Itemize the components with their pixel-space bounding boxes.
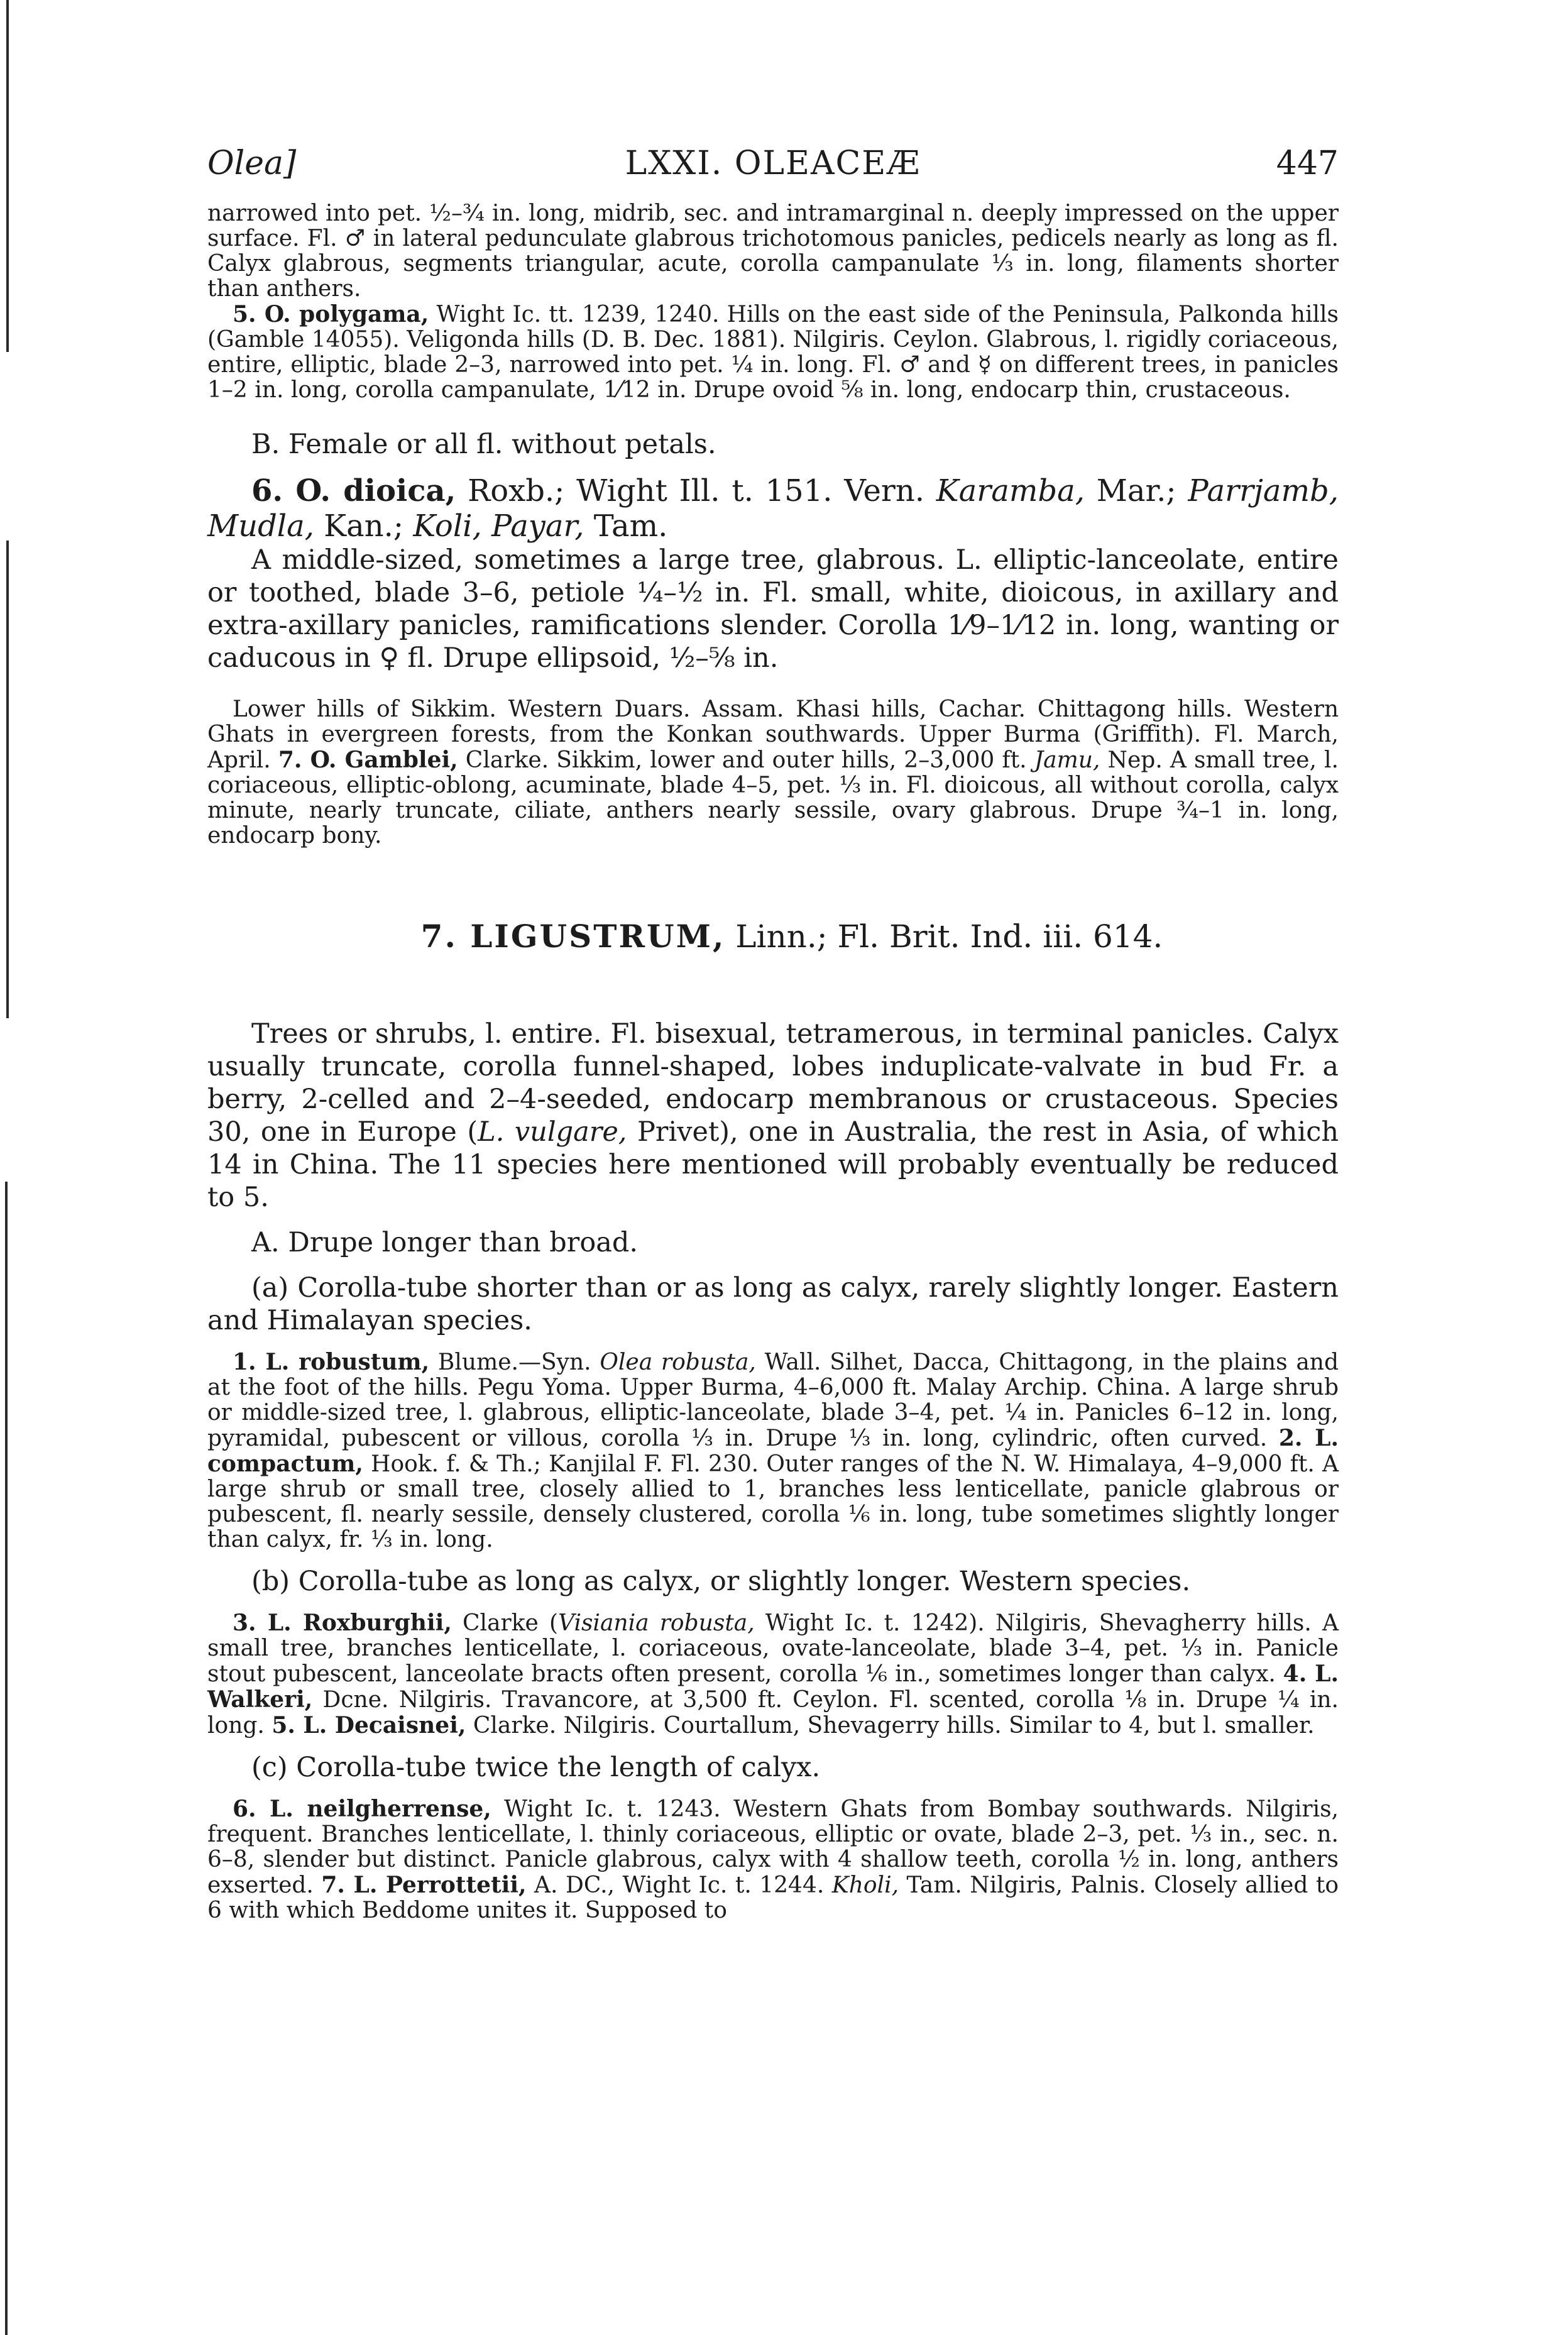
section-heading-a: A. Drupe longer than broad.	[251, 1227, 639, 1258]
olea-species-6-distribution: Lower hills of Sikkim. Western Duars. Assam. Khasi hills, Cachar. Chittagong hills. Western Ghats in evergreen forests, from the Konkan southwards. Upper Burma (Griffith). Fl. March, April. 7. O. Gamblei, Clarke. Sikkim, lower and outer hills, 2–3,000 ft. Jamu, Nep. A small tree, l. coriaceous, elliptic-oblong, acuminate, blade 4–5, pet. ⅓ in. Fl. dioicous, all without corolla, calyx minute, nearly truncate, ciliate, anthers nearly sessile, ovary glabrous. Drupe ¾–1 in. long, endocarp bony.	[207, 696, 1339, 849]
species-name: 2. L. compactum,	[207, 1425, 1339, 1477]
species-name: 3. L. Roxburghii,	[233, 1610, 452, 1636]
species-name: 6. L. neilgherrense,	[233, 1796, 491, 1822]
species-name: 7. L. Perrottetii,	[321, 1872, 527, 1898]
section-heading-b: B. Female or all fl. without petals.	[251, 429, 716, 460]
subsection-a: (a) Corolla-tube shorter than or as long as calyx, rarely slightly longer. Eastern and Himalayan species.	[207, 1272, 1339, 1336]
page-header	[207, 145, 1339, 201]
olea-species-6-heading: 6. O. dioica, Roxb.; Wight Ill. t. 151. Vern. Karamba, Mar.; Parrjamb, Mudla, Kan.; Koli, Payar, Tam.	[207, 473, 1339, 544]
subsection-b: (b) Corolla-tube as long as calyx, or slightly longer. Western species.	[251, 1566, 1191, 1597]
species-name: 7. O. Gamblei,	[278, 747, 458, 773]
synonym: Visiania robusta,	[558, 1610, 755, 1636]
species-name: 4. L. Walkeri,	[207, 1661, 1339, 1713]
vernacular-name: Koli, Payar,	[413, 508, 584, 544]
genus-heading	[245, 918, 1339, 955]
subsection-c: (c) Corolla-tube twice the length of calyx.	[251, 1752, 821, 1783]
genus-name: 7. LIGUSTRUM,	[420, 918, 726, 955]
binding-edge-bottom	[5, 1182, 8, 2335]
binding-edge-middle	[6, 541, 9, 1018]
binding-edge-top	[6, 0, 9, 352]
species-name: 6. O. dioica,	[251, 473, 456, 508]
running-head: Olea]	[207, 145, 297, 182]
ligustrum-species-1-2: 1. L. robustum, Blume.—Syn. Olea robusta, Wall. Silhet, Dacca, Chittagong, in the plains and at the foot of the hills. Pegu Yoma. Upper Burma, 4–6,000 ft. Malay Archip. China. A large shrub or middle-sized tree, l. glabrous, elliptic-lanceolate, blade 3–4, pet. ¼ in. Panicles 6–12 in. long, pyramidal, pubescent or villous, corolla ⅓ in. Drupe ⅓ in. long, cylindric, often curved. 2. L. compactum, Hook. f. & Th.; Kanjilal F. Fl. 230. Outer ranges of the N. W. Himalaya, 4–9,000 ft. A large shrub or small tree, closely allied to 1, branches less lenticellate, panicle glabrous or pubescent, fl. nearly sessile, densely clustered, corolla ⅙ in. long, tube sometimes slightly longer than calyx, fr. ⅓ in. long.	[207, 1349, 1339, 1552]
synonym: Olea robusta,	[600, 1349, 756, 1375]
vernacular-name: Kholi,	[831, 1872, 899, 1898]
olea-species-5	[207, 302, 1339, 403]
olea-continuation: narrowed into pet. ½–¾ in. long, midrib, sec. and intramarginal n. deeply impressed on the upper surface. Fl. ♂ in lateral pedunculate glabrous trichotomous panicles, pedicels nearly as long as fl. Calyx glabrous, segments triangular, acute, corolla campanulate ⅓ in. long, filaments shorter than anthers.	[207, 201, 1339, 302]
genus-reference: Linn.; Fl. Brit. Ind. iii. 614.	[725, 918, 1163, 955]
page-title: LXXI. OLEACEÆ	[625, 145, 921, 182]
ligustrum-species-3-5: 3. L. Roxburghii, Clarke (Visiania robusta, Wight Ic. t. 1242). Nilgiris, Shevagherry hills. A small tree, branches lenticellate, l. coriaceous, ovate-lanceolate, blade 3–4, pet. ⅓ in. Panicle stout pubescent, lanceolate bracts often present, corolla ⅙ in., sometimes longer than calyx. 4. L. Walkeri, Dcne. Nilgiris. Travancore, at 3,500 ft. Ceylon. Fl. scented, corolla ⅛ in. Drupe ¼ in. long. 5. L. Decaisnei, Clarke. Nilgiris. Courtallum, Shevagerry hills. Similar to 4, but l. smaller.	[207, 1610, 1339, 1739]
species-name: 5. L. Decaisnei,	[271, 1712, 466, 1739]
olea-species-6-description: A middle-sized, sometimes a large tree, glabrous. L. elliptic-lanceolate, entire or toothed, blade 3–6, petiole ¼–½ in. Fl. small, white, dioicous, in axillary and extra-axillary panicles, ramifications slender. Corolla 1⁄9–1⁄12 in. long, wanting or caducous in ♀ fl. Drupe ellipsoid, ½–⅝ in.	[207, 544, 1339, 674]
vernacular-name: Karamba,	[936, 473, 1085, 508]
ligustrum-species-6-7: 6. L. neilgherrense, Wight Ic. t. 1243. Western Ghats from Bombay southwards. Nilgiris, frequent. Branches lenticellate, l. thinly coriaceous, elliptic or ovate, blade 2–3, pet. ⅓ in., sec. n. 6–8, slender but distinct. Panicle glabrous, calyx with 4 shallow teeth, corolla ½ in. long, anthers exserted. 7. L. Perrottetii, A. DC., Wight Ic. t. 1244. Kholi, Tam. Nilgiris, Palnis. Closely allied to 6 with which Beddome unites it. Supposed to	[207, 1796, 1339, 1923]
page-number: 447	[1276, 145, 1339, 182]
vernacular-name: Parrjamb, Mudla,	[207, 473, 1339, 544]
ligustrum-intro: Trees or shrubs, l. entire. Fl. bisexual, tetramerous, in terminal panicles. Calyx usually truncate, corolla funnel-shaped, lobes induplicate-valvate in bud Fr. a berry, 2-celled and 2–4-seeded, endocarp membranous or crustaceous. Species 30, one in Europe (L. vulgare, Privet), one in Australia, the rest in Asia, of which 14 in China. The 11 species here mentioned will probably eventually be reduced to 5.	[207, 1018, 1339, 1213]
species-name: 5. O. polygama,	[233, 301, 429, 327]
page	[207, 145, 1339, 1923]
species-name: 1. L. robustum,	[233, 1349, 430, 1375]
vernacular-name: Jamu,	[1034, 747, 1100, 773]
species-text: Wight Ic. tt. 1239, 1240. Hills on the east side of the Peninsula, Palkonda hills (Gamble 14055). Veligonda hills (D. B. Dec. 1881). Nilgiris. Ceylon. Glabrous, l. rigidly coriaceous, entire, elliptic, blade 2–3, narrowed into pet. ¼ in. long. Fl. ♂ and ☿ on different trees, in panicles 1–2 in. long, corolla campanulate, 1⁄12 in. Drupe ovoid ⅝ in. long, endocarp thin, crustaceous.	[207, 302, 1339, 403]
